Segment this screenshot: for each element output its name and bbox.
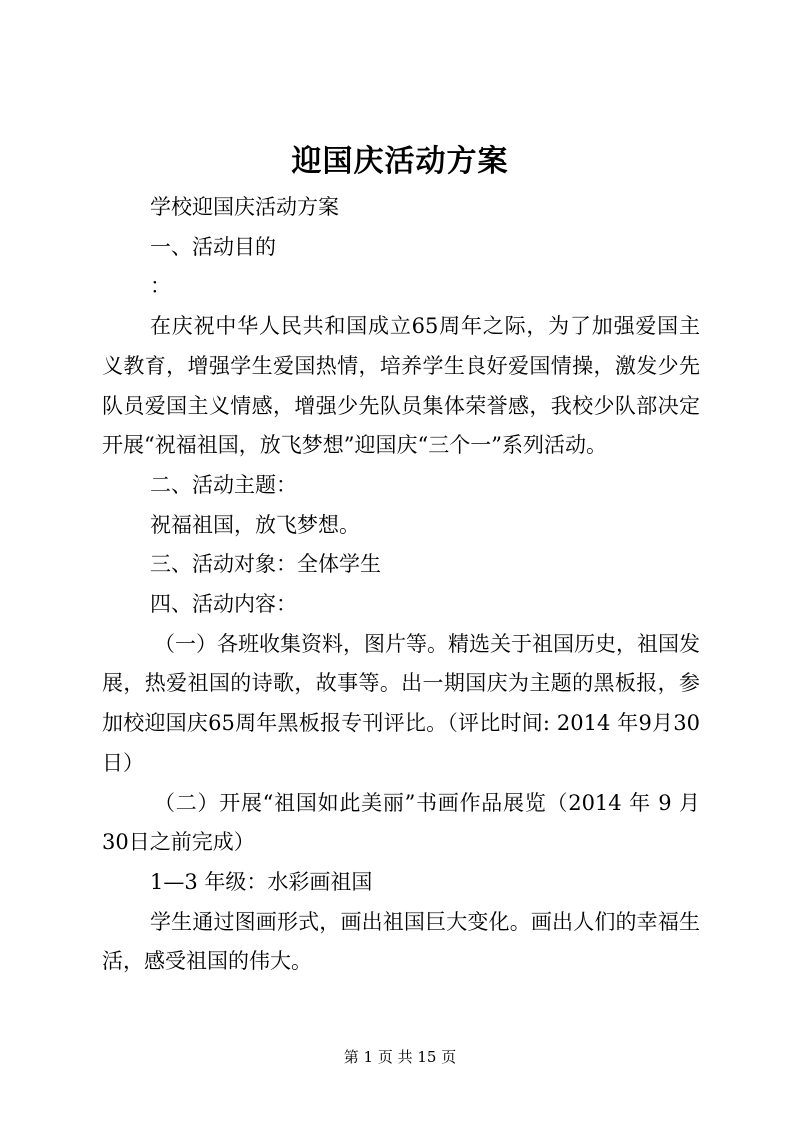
paragraph-content-1: （一）各班收集资料，图片等。精选关于祖国历史，祖国发展，热爱祖国的诗歌，故事等。出一期国庆为主题的黑板报，参加校迎国庆65周年黑板报专刊评比。（评比时间: 2014 年9月30日） [102, 631, 700, 775]
paragraph-grade-description: 学生通过图画形式，画出祖国巨大变化。画出人们的幸福生活，感受祖国的伟大。 [102, 909, 700, 974]
heading-audience: 三、活动对象：全体学生 [150, 552, 381, 577]
paragraph-theme-text: 祝福祖国，放飞梦想。 [150, 512, 360, 537]
paragraph-grade-range: 1—3 年级：水彩画祖国 [150, 869, 373, 894]
heading-content: 四、活动内容： [150, 592, 297, 617]
paragraph-purpose-text: 在庆祝中华人民共和国成立65周年之际，为了加强爱国主义教育，增强学生爱国热情，培养学生良好爱国情操，激发少先队员爱国主义情感，增强少先队员集体荣誉感，我校少队部决定开展“祝福祖国，放飞梦想”迎国庆“三个一”系列活动。 [102, 314, 700, 458]
paragraph-content-2: （二）开展“祖国如此美丽”书画作品展览（2014 年 9 月 30日之前完成） [102, 790, 700, 855]
document-body [102, 188, 700, 982]
document-title: 迎国庆活动方案 [291, 144, 509, 179]
heading-theme: 二、活动主题： [150, 472, 297, 497]
heading-purpose: 一、活动目的 [150, 234, 276, 259]
paragraph-subtitle: 学校迎国庆活动方案 [150, 195, 339, 219]
page-footer: 第 1 页 共 15 页 [343, 1048, 457, 1066]
paragraph-colon: ： [150, 274, 171, 299]
